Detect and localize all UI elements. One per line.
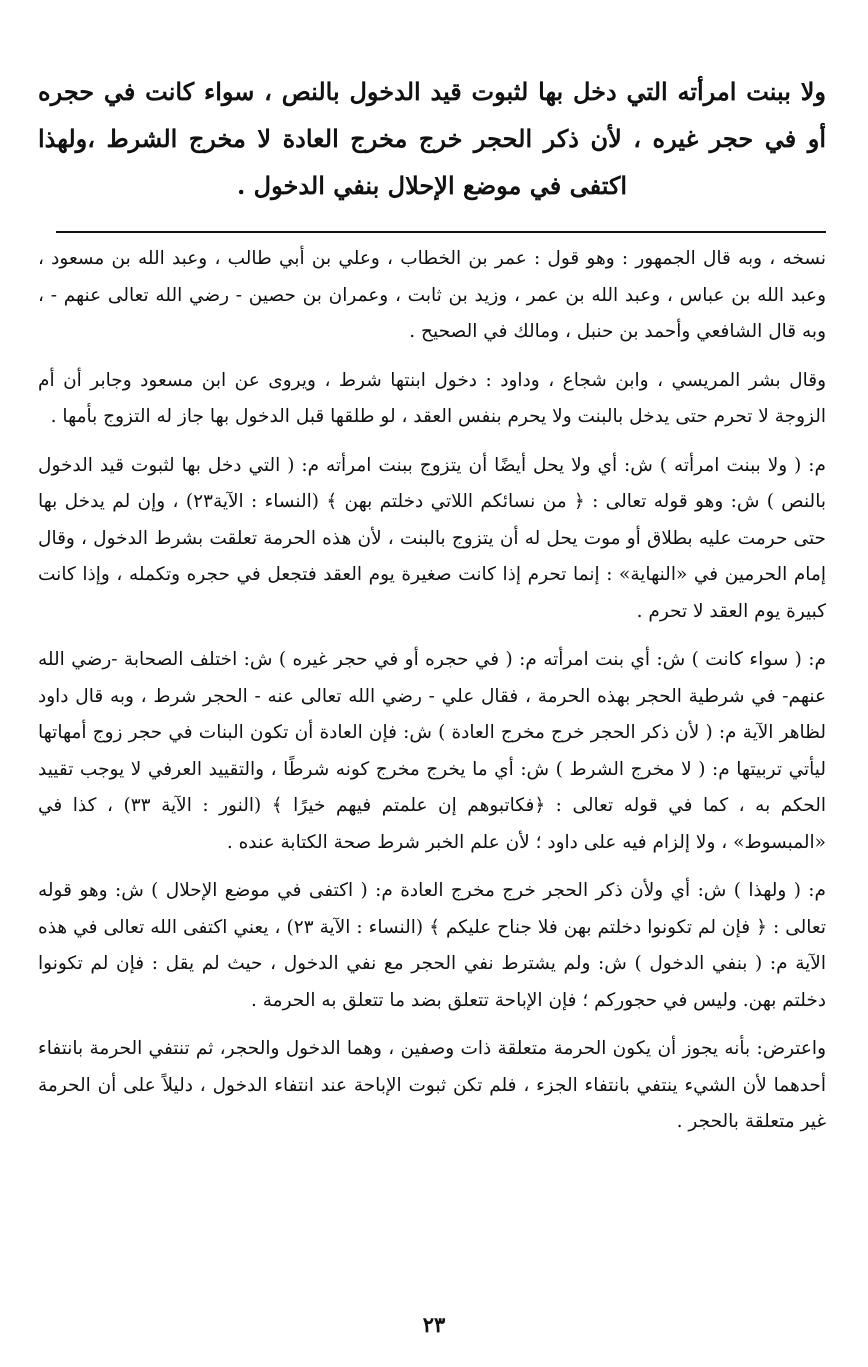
commentary-paragraph: م: ( سواء كانت ) ش: أي بنت امرأته م: ( في حجره أو في حجر غيره ) ش: اختلف الصحابة -رضي الله عنهم- في شرطية الحجر بهذه الحرمة ، فقال علي - رضي الله تعالى عنه - الحجر شرط ، وبه قال داود لظاهر الآية م: ( لأن ذكر الحجر خرج مخرج العادة ) ش: فإن العادة أن تكون البنات في حجر زوج أمهاتها ليأتي تربيتها م: ( لا مخرج الشرط ) ش: أي ما يخرج مخرج كونه شرطًا ، والتقييد العرفي لا يوجب تقييد الحكم به ، كما في قوله تعالى : ﴿فكاتبوهم إن علمتم فيهم خيرًا ﴾ (النور : الآية ٣٣) ، كذا في «المبسوط» ، ولا إلزام فيه على داود ؛ لأن علم الخبر شرط صحة الكتابة عنده . bbox=[38, 649, 826, 853]
commentary-paragraph: م: ( ولا ببنت امرأته ) ش: أي ولا يحل أيضًا أن يتزوج ببنت امرأته م: ( التي دخل بها لثبوت قيد الدخول بالنص ) ش: وهو قوله تعالى : ﴿ من نسائكم اللاتي دخلتم بهن ﴾ (النساء : الآية٢٣) ، وإن لم يدخل بها حتى حرمت عليه بطلاق أو موت يحل له أن يتزوج بالبنت ، لأن هذه الحرمة تعلقت بشرط الدخول ، وقال إمام الحرمين في «النهاية» : إنما تحرم إذا كانت صغيرة يوم العقد فتجعل في حجره وتكمله ، وإذا كانت كبيرة يوم العقد لا تحرم . bbox=[38, 454, 826, 622]
main-text-block bbox=[38, 68, 826, 209]
main-text-paragraph: ولا ببنت امرأته التي دخل بها لثبوت قيد الدخول بالنص ، سواء كانت في حجره أو في حجر غيره ، لأن ذكر الحجر خرج مخرج العادة لا مخرج الشرط ،ولهذا اكتفى في موضع الإحلال بنفي الدخول . bbox=[38, 77, 826, 200]
commentary-block bbox=[38, 241, 826, 1141]
commentary-paragraph: وقال بشر المريسي ، وابن شجاع ، وداود : دخول ابنتها شرط ، ويروى عن ابن مسعود وجابر أن أم الزوجة لا تحرم حتى يدخل بالبنت ولا يحرم بنفس العقد ، لو طلقها قبل الدخول بها جاز له التزوج بأمها . bbox=[38, 369, 826, 427]
footnote-separator-rule bbox=[56, 231, 826, 233]
page-number: ٢٣ bbox=[422, 1312, 446, 1337]
commentary-paragraph: نسخه ، وبه قال الجمهور : وهو قول : عمر بن الخطاب ، وعلي بن أبي طالب ، وعبد الله بن مسعود ، وعبد الله بن عباس ، وعبد الله بن عمر ، وزيد بن ثابت ، وعمران بن حصين - رضي الله تعالى عنهم - ، وبه قال الشافعي وأحمد بن حنبل ، ومالك في الصحيح . bbox=[38, 248, 826, 342]
commentary-paragraph: م: ( ولهذا ) ش: أي ولأن ذكر الحجر خرج مخرج العادة م: ( اكتفى في موضع الإحلال ) ش: وهو قوله تعالى : ﴿ فإن لم تكونوا دخلتم بهن فلا جناح عليكم ﴾ (النساء : الآية ٢٣) ، يعني اكتفى الله تعالى في هذه الآية م: ( بنفي الدخول ) ش: ولم يشترط نفي الحجر مع نفي الدخول ، حيث لم يقل : فإن لم تكونوا دخلتم بهن. وليس في حجوركم ؛ فإن الإباحة تتعلق بضد ما تتعلق به الحرمة . bbox=[38, 880, 826, 1011]
commentary-paragraph: واعترض: بأنه يجوز أن يكون الحرمة متعلقة ذات وصفين ، وهما الدخول والحجر، ثم تنتفي الحرمة بانتفاء أحدهما لأن الشيء ينتفي بانتفاء الجزء ، فلم تكن ثبوت الإباحة عند انتفاء الدخول ، دليلاً على أن الحرمة غير متعلقة بالحجر . bbox=[38, 1038, 826, 1132]
